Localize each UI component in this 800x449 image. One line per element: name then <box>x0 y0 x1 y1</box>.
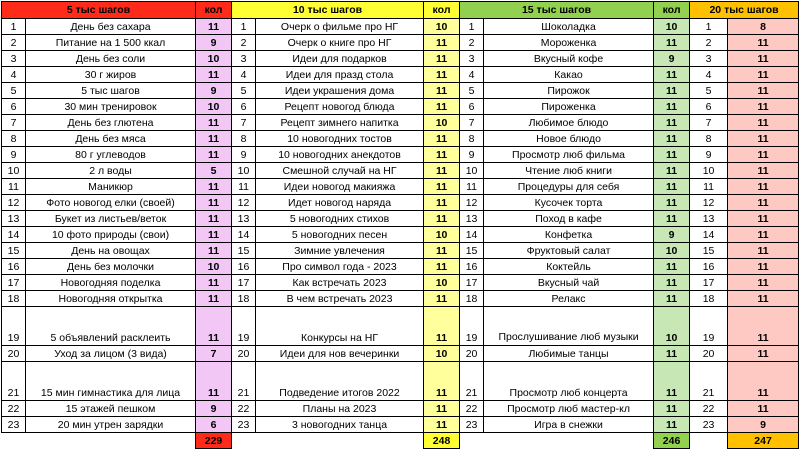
row-number-15k: 16 <box>460 259 484 275</box>
count-15k: 11 <box>654 83 690 99</box>
row-number-5k: 10 <box>2 163 26 179</box>
count-5k: 11 <box>196 179 232 195</box>
group-title-15k: 15 тыс шагов <box>460 2 654 19</box>
count-15k: 11 <box>654 163 690 179</box>
row-number-10k: 23 <box>232 417 256 433</box>
table-row <box>2 179 799 195</box>
task-10k: Идеи для нов вечеринки <box>256 346 424 362</box>
table-row <box>2 291 799 307</box>
count-20k: 11 <box>728 401 799 417</box>
row-number-10k: 13 <box>232 211 256 227</box>
count-5k: 11 <box>196 115 232 131</box>
task-5k: 2 л воды <box>26 163 196 179</box>
count-20k: 11 <box>728 163 799 179</box>
task-15k: Просмотр люб концерта <box>484 362 654 401</box>
task-15k: Новое блюдо <box>484 131 654 147</box>
count-5k: 11 <box>196 19 232 35</box>
task-15k: Игра в снежки <box>484 417 654 433</box>
row-number-5k: 6 <box>2 99 26 115</box>
task-15k: Какао <box>484 67 654 83</box>
task-5k: 15 этажей пешком <box>26 401 196 417</box>
row-number-20k: 7 <box>690 115 728 131</box>
task-10k: Зимние увлечения <box>256 243 424 259</box>
task-10k: Идеи для празд стола <box>256 67 424 83</box>
task-5k: Фото новогод елки (своей) <box>26 195 196 211</box>
count-20k: 11 <box>728 307 799 346</box>
row-number-5k: 13 <box>2 211 26 227</box>
task-5k: Питание на 1 500 ккал <box>26 35 196 51</box>
table-row <box>2 259 799 275</box>
table-row <box>2 67 799 83</box>
task-10k: Очерк о книге про НГ <box>256 35 424 51</box>
count-20k: 11 <box>728 99 799 115</box>
task-10k: В чем встречать 2023 <box>256 291 424 307</box>
row-number-20k: 5 <box>690 83 728 99</box>
row-number-10k: 3 <box>232 51 256 67</box>
table-row <box>2 362 799 401</box>
row-number-20k: 13 <box>690 211 728 227</box>
task-10k: Идеи новогод макияжа <box>256 179 424 195</box>
row-number-15k: 14 <box>460 227 484 243</box>
table-row <box>2 83 799 99</box>
count-5k: 11 <box>196 195 232 211</box>
table-row <box>2 99 799 115</box>
task-10k: Очерк о фильме про НГ <box>256 19 424 35</box>
row-number-10k: 7 <box>232 115 256 131</box>
row-number-15k: 12 <box>460 195 484 211</box>
row-number-15k: 19 <box>460 307 484 346</box>
row-number-5k: 18 <box>2 291 26 307</box>
count-header-15k: кол <box>654 2 690 19</box>
count-20k: 11 <box>728 115 799 131</box>
task-15k: Вкусный кофе <box>484 51 654 67</box>
row-number-15k: 6 <box>460 99 484 115</box>
count-10k: 11 <box>424 147 460 163</box>
task-10k: Планы на 2023 <box>256 401 424 417</box>
row-number-15k: 10 <box>460 163 484 179</box>
task-10k: 5 новогодних стихов <box>256 211 424 227</box>
task-5k: День без молочки <box>26 259 196 275</box>
count-10k: 11 <box>424 417 460 433</box>
count-10k: 11 <box>424 211 460 227</box>
count-5k: 9 <box>196 83 232 99</box>
row-number-5k: 16 <box>2 259 26 275</box>
row-number-15k: 2 <box>460 35 484 51</box>
task-10k: Рецепт новогод блюда <box>256 99 424 115</box>
count-20k: 11 <box>728 243 799 259</box>
challenge-table <box>1 1 799 449</box>
task-10k: Про символ года - 2023 <box>256 259 424 275</box>
row-number-10k: 19 <box>232 307 256 346</box>
count-10k: 11 <box>424 362 460 401</box>
table-body <box>2 19 799 433</box>
task-15k: Просмотр люб мастер-кл <box>484 401 654 417</box>
count-15k: 11 <box>654 275 690 291</box>
row-number-10k: 14 <box>232 227 256 243</box>
count-15k: 11 <box>654 99 690 115</box>
row-number-20k: 23 <box>690 417 728 433</box>
row-number-15k: 22 <box>460 401 484 417</box>
task-10k: Как встречать 2023 <box>256 275 424 291</box>
count-5k: 10 <box>196 51 232 67</box>
count-15k: 11 <box>654 417 690 433</box>
row-number-5k: 21 <box>2 362 26 401</box>
count-20k: 11 <box>728 67 799 83</box>
count-15k: 10 <box>654 243 690 259</box>
row-number-20k: 11 <box>690 179 728 195</box>
row-number-10k: 21 <box>232 362 256 401</box>
count-15k: 11 <box>654 67 690 83</box>
row-number-20k: 9 <box>690 147 728 163</box>
task-15k: Коктейль <box>484 259 654 275</box>
count-15k: 11 <box>654 211 690 227</box>
row-number-15k: 20 <box>460 346 484 362</box>
row-number-15k: 21 <box>460 362 484 401</box>
task-15k: Фруктовый салат <box>484 243 654 259</box>
task-15k: Кусочек торта <box>484 195 654 211</box>
task-5k: День на овощах <box>26 243 196 259</box>
count-10k: 11 <box>424 67 460 83</box>
total-20k: 247 <box>728 433 799 449</box>
count-10k: 11 <box>424 131 460 147</box>
task-5k: 15 мин гимнастика для лица <box>26 362 196 401</box>
row-number-5k: 1 <box>2 19 26 35</box>
task-15k: Мороженка <box>484 35 654 51</box>
group-title-5k: 5 тыс шагов <box>2 2 196 19</box>
row-number-20k: 1 <box>690 19 728 35</box>
count-20k: 11 <box>728 147 799 163</box>
table-row <box>2 35 799 51</box>
count-10k: 11 <box>424 179 460 195</box>
count-20k: 8 <box>728 19 799 35</box>
row-number-20k: 21 <box>690 362 728 401</box>
count-20k: 11 <box>728 83 799 99</box>
task-15k: Любимое блюдо <box>484 115 654 131</box>
count-5k: 10 <box>196 259 232 275</box>
row-number-5k: 8 <box>2 131 26 147</box>
task-5k: 30 г жиров <box>26 67 196 83</box>
task-15k: Прослушивание люб музыки <box>484 307 654 346</box>
count-10k: 11 <box>424 51 460 67</box>
row-number-5k: 20 <box>2 346 26 362</box>
count-15k: 11 <box>654 115 690 131</box>
count-20k: 11 <box>728 195 799 211</box>
table-row <box>2 195 799 211</box>
count-15k: 11 <box>654 401 690 417</box>
row-number-10k: 4 <box>232 67 256 83</box>
count-5k: 11 <box>196 147 232 163</box>
row-number-10k: 9 <box>232 147 256 163</box>
table-row <box>2 275 799 291</box>
row-number-20k: 8 <box>690 131 728 147</box>
row-number-20k: 22 <box>690 401 728 417</box>
row-number-15k: 11 <box>460 179 484 195</box>
task-5k: День без мяса <box>26 131 196 147</box>
table-row <box>2 131 799 147</box>
task-10k: Смешной случай на НГ <box>256 163 424 179</box>
total-15k: 246 <box>654 433 690 449</box>
task-15k: Процедуры для себя <box>484 179 654 195</box>
row-number-5k: 3 <box>2 51 26 67</box>
task-5k: День без соли <box>26 51 196 67</box>
task-10k: 3 новогодних танца <box>256 417 424 433</box>
table-row <box>2 227 799 243</box>
table-row <box>2 401 799 417</box>
table-row <box>2 163 799 179</box>
count-5k: 6 <box>196 417 232 433</box>
task-5k: День без сахара <box>26 19 196 35</box>
task-15k: Просмотр люб фильма <box>484 147 654 163</box>
row-number-20k: 14 <box>690 227 728 243</box>
row-number-20k: 18 <box>690 291 728 307</box>
count-5k: 9 <box>196 401 232 417</box>
task-15k: Любимые танцы <box>484 346 654 362</box>
row-number-15k: 13 <box>460 211 484 227</box>
task-10k: Конкурсы на НГ <box>256 307 424 346</box>
count-10k: 11 <box>424 163 460 179</box>
row-number-5k: 5 <box>2 83 26 99</box>
count-15k: 9 <box>654 227 690 243</box>
row-number-10k: 1 <box>232 19 256 35</box>
count-10k: 10 <box>424 227 460 243</box>
table-row <box>2 19 799 35</box>
task-15k: Пирожок <box>484 83 654 99</box>
count-5k: 11 <box>196 291 232 307</box>
count-5k: 11 <box>196 362 232 401</box>
row-number-15k: 23 <box>460 417 484 433</box>
task-15k: Вкусный чай <box>484 275 654 291</box>
row-number-20k: 10 <box>690 163 728 179</box>
row-number-5k: 7 <box>2 115 26 131</box>
header-row <box>2 2 799 19</box>
count-5k: 11 <box>196 131 232 147</box>
count-20k: 11 <box>728 51 799 67</box>
count-15k: 11 <box>654 291 690 307</box>
count-5k: 10 <box>196 99 232 115</box>
task-15k: Конфетка <box>484 227 654 243</box>
row-number-10k: 5 <box>232 83 256 99</box>
count-header-10k: кол <box>424 2 460 19</box>
row-number-5k: 14 <box>2 227 26 243</box>
row-number-5k: 11 <box>2 179 26 195</box>
row-number-10k: 2 <box>232 35 256 51</box>
count-10k: 11 <box>424 99 460 115</box>
task-5k: 20 мин утрен зарядки <box>26 417 196 433</box>
row-number-20k: 6 <box>690 99 728 115</box>
row-number-5k: 22 <box>2 401 26 417</box>
task-10k: Идет новогод наряда <box>256 195 424 211</box>
row-number-5k: 9 <box>2 147 26 163</box>
count-10k: 11 <box>424 35 460 51</box>
count-20k: 11 <box>728 362 799 401</box>
row-number-20k: 4 <box>690 67 728 83</box>
row-number-20k: 20 <box>690 346 728 362</box>
row-number-10k: 6 <box>232 99 256 115</box>
table-row <box>2 346 799 362</box>
row-number-15k: 4 <box>460 67 484 83</box>
task-15k: Шоколадка <box>484 19 654 35</box>
table-row <box>2 307 799 346</box>
count-5k: 5 <box>196 163 232 179</box>
task-5k: 30 мин тренировок <box>26 99 196 115</box>
row-number-5k: 2 <box>2 35 26 51</box>
row-number-20k: 19 <box>690 307 728 346</box>
count-20k: 11 <box>728 131 799 147</box>
row-number-10k: 11 <box>232 179 256 195</box>
task-5k: 5 тыс шагов <box>26 83 196 99</box>
count-5k: 11 <box>196 275 232 291</box>
row-number-10k: 18 <box>232 291 256 307</box>
task-5k: Букет из листьев/веток <box>26 211 196 227</box>
count-15k: 11 <box>654 362 690 401</box>
table-row <box>2 243 799 259</box>
total-5k: 229 <box>196 433 232 449</box>
task-5k: 5 объявлений расклеить <box>26 307 196 346</box>
count-5k: 11 <box>196 307 232 346</box>
row-number-15k: 9 <box>460 147 484 163</box>
count-15k: 10 <box>654 19 690 35</box>
count-10k: 10 <box>424 346 460 362</box>
task-5k: Уход за лицом (3 вида) <box>26 346 196 362</box>
row-number-20k: 17 <box>690 275 728 291</box>
row-number-5k: 23 <box>2 417 26 433</box>
row-number-10k: 16 <box>232 259 256 275</box>
count-5k: 11 <box>196 67 232 83</box>
row-number-20k: 15 <box>690 243 728 259</box>
row-number-20k: 2 <box>690 35 728 51</box>
task-5k: 80 г углеводов <box>26 147 196 163</box>
task-10k: Идеи украшения дома <box>256 83 424 99</box>
row-number-15k: 3 <box>460 51 484 67</box>
count-10k: 11 <box>424 259 460 275</box>
row-number-15k: 5 <box>460 83 484 99</box>
count-10k: 11 <box>424 307 460 346</box>
row-number-10k: 22 <box>232 401 256 417</box>
task-5k: Новогодняя открытка <box>26 291 196 307</box>
count-15k: 11 <box>654 259 690 275</box>
count-20k: 11 <box>728 259 799 275</box>
group-title-10k: 10 тыс шагов <box>232 2 424 19</box>
row-number-10k: 17 <box>232 275 256 291</box>
count-5k: 7 <box>196 346 232 362</box>
row-number-10k: 15 <box>232 243 256 259</box>
count-5k: 11 <box>196 227 232 243</box>
task-15k: Чтение люб книги <box>484 163 654 179</box>
row-number-5k: 17 <box>2 275 26 291</box>
task-5k: Новогодняя поделка <box>26 275 196 291</box>
row-number-10k: 10 <box>232 163 256 179</box>
task-5k: День без глютена <box>26 115 196 131</box>
row-number-5k: 12 <box>2 195 26 211</box>
count-20k: 11 <box>728 211 799 227</box>
row-number-10k: 8 <box>232 131 256 147</box>
count-15k: 11 <box>654 147 690 163</box>
table-row <box>2 115 799 131</box>
row-number-20k: 3 <box>690 51 728 67</box>
row-number-15k: 7 <box>460 115 484 131</box>
count-15k: 11 <box>654 346 690 362</box>
row-number-15k: 1 <box>460 19 484 35</box>
row-number-15k: 18 <box>460 291 484 307</box>
task-15k: Пироженка <box>484 99 654 115</box>
count-10k: 11 <box>424 291 460 307</box>
count-20k: 9 <box>728 417 799 433</box>
task-10k: Идеи для подарков <box>256 51 424 67</box>
row-number-10k: 20 <box>232 346 256 362</box>
count-10k: 11 <box>424 243 460 259</box>
task-10k: 5 новогодних песен <box>256 227 424 243</box>
task-5k: 10 фото природы (свои) <box>26 227 196 243</box>
count-10k: 11 <box>424 83 460 99</box>
count-5k: 11 <box>196 211 232 227</box>
count-5k: 11 <box>196 243 232 259</box>
count-20k: 11 <box>728 275 799 291</box>
count-10k: 10 <box>424 19 460 35</box>
count-15k: 11 <box>654 195 690 211</box>
task-10k: 10 новогодних анекдотов <box>256 147 424 163</box>
count-10k: 11 <box>424 401 460 417</box>
count-header-5k: кол <box>196 2 232 19</box>
row-number-20k: 12 <box>690 195 728 211</box>
count-20k: 11 <box>728 179 799 195</box>
count-5k: 9 <box>196 35 232 51</box>
count-10k: 10 <box>424 115 460 131</box>
totals-row <box>2 433 799 449</box>
task-15k: Релакс <box>484 291 654 307</box>
row-number-15k: 8 <box>460 131 484 147</box>
count-15k: 11 <box>654 35 690 51</box>
row-number-5k: 4 <box>2 67 26 83</box>
row-number-5k: 19 <box>2 307 26 346</box>
count-20k: 11 <box>728 227 799 243</box>
row-number-5k: 15 <box>2 243 26 259</box>
count-10k: 10 <box>424 275 460 291</box>
row-number-15k: 17 <box>460 275 484 291</box>
row-number-10k: 12 <box>232 195 256 211</box>
table-row <box>2 147 799 163</box>
count-15k: 10 <box>654 307 690 346</box>
count-15k: 11 <box>654 179 690 195</box>
group-title-20k: 20 тыс шагов <box>690 2 799 19</box>
task-10k: Подведение итогов 2022 <box>256 362 424 401</box>
count-15k: 11 <box>654 131 690 147</box>
table-row <box>2 51 799 67</box>
task-10k: 10 новогодних тостов <box>256 131 424 147</box>
table-row <box>2 417 799 433</box>
task-5k: Маникюр <box>26 179 196 195</box>
table-row <box>2 211 799 227</box>
task-10k: Рецепт зимнего напитка <box>256 115 424 131</box>
row-number-15k: 15 <box>460 243 484 259</box>
count-20k: 11 <box>728 35 799 51</box>
count-20k: 11 <box>728 346 799 362</box>
count-20k: 11 <box>728 291 799 307</box>
count-15k: 9 <box>654 51 690 67</box>
task-15k: Поход в кафе <box>484 211 654 227</box>
row-number-20k: 16 <box>690 259 728 275</box>
count-10k: 11 <box>424 195 460 211</box>
total-10k: 248 <box>424 433 460 449</box>
